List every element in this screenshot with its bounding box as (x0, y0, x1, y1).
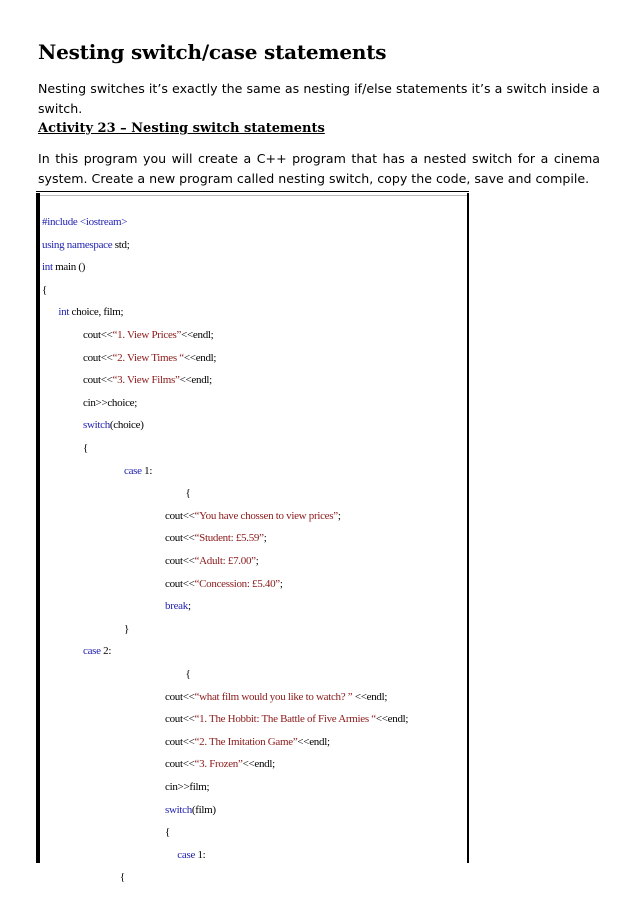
code-line (42, 261, 85, 273)
intro-paragraph: Nesting switches it’s exactly the same as nesting if/else statements it’s a switch inside a switch. (38, 81, 600, 116)
code-text: <<endl; (297, 735, 330, 748)
code-text: cout<< (165, 555, 195, 567)
code-keyword: int (58, 306, 70, 319)
code-text: { (165, 826, 170, 839)
code-line (165, 736, 330, 748)
code-string: “2. The Imitation Game” (194, 735, 298, 748)
code-line (120, 871, 125, 883)
code-line (83, 374, 212, 386)
code-line (165, 804, 216, 816)
code-keyword: case (124, 464, 142, 477)
code-string: “what film would you like to watch? ” (194, 690, 353, 703)
code-keyword: #include <iostream> (42, 216, 128, 228)
code-line (58, 306, 123, 318)
code-text: cout<< (165, 713, 195, 726)
code-text: cout<< (165, 735, 195, 748)
code-text: { (185, 487, 191, 500)
code-string: “3. View Films” (112, 374, 180, 387)
code-line (124, 623, 129, 635)
code-text: choice, film; (69, 306, 124, 319)
code-text: cin>>choice; (83, 396, 138, 409)
code-box-left-border (36, 193, 40, 863)
code-box-top-border (36, 191, 469, 192)
code-line (42, 284, 47, 296)
code-text: ; (279, 577, 283, 590)
code-keyword: switch (83, 419, 110, 432)
code-string: “1. View Prices” (112, 329, 182, 341)
code-line (165, 600, 191, 612)
code-text: (film) (191, 803, 216, 816)
code-line (165, 826, 170, 838)
code-string: “Student: £5.59” (194, 532, 264, 545)
code-text: { (83, 442, 88, 454)
code-line (165, 713, 408, 725)
code-text: cout<< (83, 374, 113, 387)
code-line (165, 532, 266, 544)
code-text: cout<< (165, 532, 195, 545)
code-line (177, 849, 205, 861)
code-line (165, 758, 275, 770)
code-line (165, 555, 259, 567)
code-line (186, 668, 191, 680)
code-keyword: int (42, 261, 53, 274)
code-text: } (124, 622, 129, 635)
code-text: { (119, 871, 125, 884)
code-text: std; (112, 238, 130, 251)
code-line (165, 578, 283, 590)
code-text: cin>>film; (165, 781, 210, 793)
code-line (83, 645, 111, 657)
code-keyword: using namespace (42, 238, 113, 251)
code-string: “Concession: £5.40” (194, 577, 280, 590)
code-line (42, 216, 127, 228)
code-text: (choice) (109, 419, 144, 432)
code-text: cout<< (83, 351, 113, 364)
page-title: Nesting switch/case statements (38, 40, 387, 64)
code-string: “1. The Hobbit: The Battle of Five Armies “ (194, 713, 376, 726)
code-text: ; (263, 532, 267, 545)
code-text: cout<< (165, 577, 195, 590)
code-text: ; (255, 555, 259, 567)
code-text: 1: (141, 464, 153, 477)
code-text: cout<< (83, 329, 113, 341)
code-line (83, 352, 216, 364)
code-keyword: break (165, 600, 188, 613)
code-text: { (42, 283, 47, 296)
activity-heading: Activity 23 – Nesting switch statements (38, 121, 325, 136)
code-text: 1: (195, 848, 206, 861)
code-line (83, 419, 144, 431)
code-line (83, 397, 137, 409)
code-string: “You have chossen to view prices” (194, 509, 338, 522)
code-keyword: case (83, 645, 101, 658)
code-line (83, 329, 213, 341)
code-text: <<endl; (375, 713, 409, 726)
code-text: 2: (100, 645, 112, 658)
code-text: { (185, 668, 191, 680)
code-string: “2. View Times “ (112, 351, 184, 364)
code-text: ; (187, 600, 191, 613)
code-text: cout<< (165, 690, 195, 703)
code-line (42, 239, 130, 251)
code-text: <<endl; (242, 758, 275, 771)
code-text: <<endl; (183, 351, 217, 364)
code-text: cout<< (165, 758, 195, 771)
code-line (165, 510, 341, 522)
code-line (165, 781, 209, 793)
code-string: “3. Frozen” (194, 758, 243, 771)
code-keyword: switch (165, 803, 192, 816)
code-line (124, 465, 152, 477)
activity-description: In this program you will create a C++ program that has a nested switch for a cinema system. Create a new program called nesting switch, copy the code, save and compile. (38, 151, 600, 186)
code-box-right-border (467, 193, 469, 863)
code-line (186, 487, 191, 499)
code-text: ; (337, 509, 341, 522)
code-text: main () (52, 261, 86, 274)
code-keyword: case (177, 848, 196, 861)
code-line (165, 691, 387, 703)
code-string: “Adult: £7.00” (194, 555, 256, 567)
code-text: <<endl; (352, 690, 388, 703)
code-text: <<endl; (181, 329, 214, 341)
code-text: <<endl; (179, 374, 212, 387)
code-box-top-border-inner (36, 195, 469, 196)
code-text: cout<< (165, 509, 195, 522)
code-line (83, 442, 88, 454)
